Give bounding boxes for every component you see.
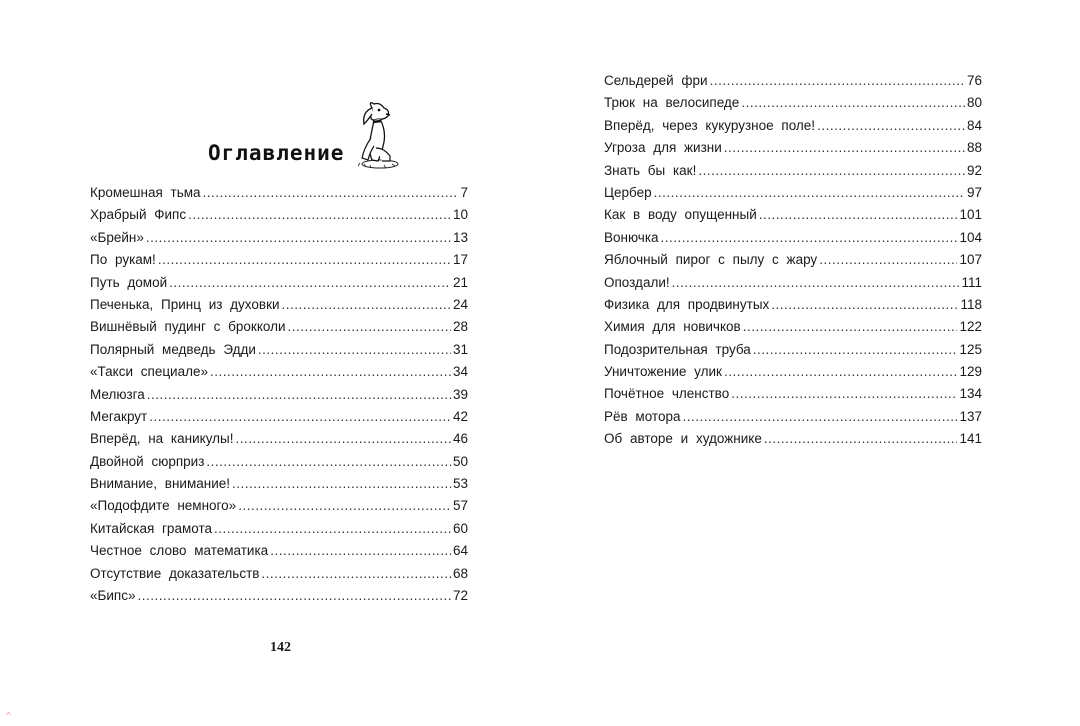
toc-entry-page: 53: [452, 476, 468, 492]
dot-leader: [214, 518, 451, 540]
dot-leader: [282, 294, 451, 316]
toc-entry: [90, 473, 468, 495]
toc-entry: [90, 540, 468, 562]
toc-entry-page: 76: [966, 73, 982, 88]
toc-entry-page: 111: [961, 274, 982, 290]
toc-entry-page: 24: [452, 296, 468, 312]
dot-leader: [759, 204, 958, 226]
corner-mark: ⌃: [4, 711, 14, 723]
toc-entry-page: 42: [452, 408, 468, 424]
dot-leader: [724, 361, 958, 383]
dot-leader: [819, 249, 957, 271]
toc-entry-title: Вперёд, через кукурузное поле!: [604, 117, 816, 133]
toc-entry-page: 141: [959, 431, 982, 447]
toc-entry-title: Внимание, внимание!: [90, 476, 231, 492]
toc-entry-title: Сельдерей фри: [604, 73, 708, 88]
dot-leader: [147, 384, 451, 406]
toc-entry: [90, 294, 468, 316]
toc-entry-page: 88: [966, 140, 982, 156]
toc-entry-title: Уничтожение улик: [604, 364, 722, 380]
toc-entry: [604, 137, 982, 159]
dot-leader: [137, 585, 450, 607]
toc-entry: [604, 272, 982, 294]
toc-entry-title: «Такси специале»: [90, 364, 208, 380]
toc-entry-title: Отсутствие доказательств: [90, 565, 260, 581]
toc-entry-title: «Брейн»: [90, 229, 144, 245]
toc-heading: Оглавление: [208, 141, 345, 165]
toc-entry-page: 57: [452, 498, 468, 514]
page-number: 142: [270, 640, 291, 655]
toc-entry-title: Вперёд, на каникулы!: [90, 431, 234, 447]
dot-leader: [270, 540, 451, 562]
toc-entry: [604, 316, 982, 338]
dot-leader: [261, 563, 451, 585]
toc-entry-page: 17: [452, 252, 468, 268]
dot-leader: [764, 428, 958, 450]
toc-entry: [604, 227, 982, 249]
dot-leader: [206, 451, 451, 473]
toc-entry-title: Об авторе и художнике: [604, 431, 762, 447]
dot-leader: [771, 294, 958, 316]
dot-leader: [661, 227, 958, 249]
toc-entry: [604, 115, 982, 137]
toc-entry: [604, 294, 982, 316]
toc-entry: [604, 361, 982, 383]
toc-entry: [90, 384, 468, 406]
dot-leader: [203, 182, 459, 204]
toc-entry-title: Почётное членство: [604, 386, 730, 402]
dot-leader: [672, 272, 960, 294]
toc-entry: [90, 495, 468, 517]
dot-leader: [753, 339, 958, 361]
toc-entry-page: 10: [452, 207, 468, 223]
toc-entry: [90, 272, 468, 294]
toc-entry-page: 21: [452, 274, 468, 290]
toc-entry-title: Физика для продвинутых: [604, 296, 770, 312]
dot-leader: [741, 92, 965, 114]
dot-leader: [288, 316, 451, 338]
toc-entry-title: Вишнёвый пудинг с брокколи: [90, 319, 286, 335]
toc-entry-page: 68: [452, 565, 468, 581]
toc-entry: [604, 182, 982, 204]
dot-leader: [188, 204, 451, 226]
toc-entry: [604, 339, 982, 361]
toc-entry-title: Трюк на велосипеде: [604, 95, 740, 111]
toc-entry-page: 137: [959, 408, 982, 424]
toc-entry: [90, 585, 468, 607]
toc-entry-title: Китайская грамота: [90, 520, 212, 536]
dot-leader: [710, 70, 965, 92]
toc-entry-title: Полярный медведь Эдди: [90, 341, 256, 357]
toc-entry-title: Опоздали!: [604, 274, 670, 290]
toc-entry-title: Двойной сюрприз: [90, 453, 205, 469]
dot-leader: [817, 115, 965, 137]
toc-list-right: [604, 70, 982, 451]
toc-entry-page: 122: [959, 319, 982, 335]
toc-entry-title: Вонючка: [604, 229, 659, 245]
toc-entry-title: «Бипс»: [90, 588, 136, 604]
dot-leader: [682, 406, 957, 428]
toc-entry-title: По рукам!: [90, 252, 156, 268]
toc-entry-page: 60: [452, 520, 468, 536]
dot-leader: [158, 249, 451, 271]
toc-entry: [604, 383, 982, 405]
toc-entry-page: 50: [452, 453, 468, 469]
toc-entry-title: Угроза для жизни: [604, 140, 722, 156]
dot-leader: [743, 316, 958, 338]
toc-entry: [604, 428, 982, 450]
toc-entry-title: Честное слово математика: [90, 543, 269, 559]
toc-entry-page: 97: [966, 184, 982, 200]
dog-icon: [350, 98, 402, 172]
dot-leader: [210, 361, 451, 383]
toc-entry-page: 92: [966, 162, 982, 178]
toc-entry-page: 84: [966, 117, 982, 133]
toc-entry-page: 104: [959, 229, 982, 245]
toc-entry: [90, 227, 468, 249]
toc-entry-title: Кромешная тьма: [90, 185, 201, 200]
toc-entry-page: 107: [959, 252, 982, 268]
dot-leader: [238, 495, 451, 517]
toc-entry-title: Химия для новичков: [604, 319, 741, 335]
dot-leader: [146, 227, 451, 249]
dot-leader: [149, 406, 451, 428]
toc-entry-title: Цербер: [604, 184, 652, 200]
toc-entry: [90, 563, 468, 585]
toc-entry: [90, 451, 468, 473]
dot-leader: [169, 272, 451, 294]
toc-entry-page: 7: [460, 185, 468, 200]
toc-entry-page: 101: [959, 207, 982, 223]
toc-entry-title: Печенька, Принц из духовки: [90, 296, 280, 312]
toc-entry: [90, 406, 468, 428]
toc-entry: [90, 361, 468, 383]
toc-entry: [604, 92, 982, 114]
dot-leader: [232, 473, 451, 495]
toc-entry: [604, 406, 982, 428]
toc-entry: [604, 160, 982, 182]
toc-entry-title: Яблочный пирог с пылу с жару: [604, 252, 818, 268]
toc-entry-title: Путь домой: [90, 274, 168, 290]
toc-entry-title: «Подофдите немного»: [90, 498, 237, 514]
toc-entry-page: 125: [959, 341, 982, 357]
toc-entry-title: Мелюзга: [90, 386, 145, 402]
toc-entry-page: 80: [966, 95, 982, 111]
dot-leader: [724, 137, 965, 159]
toc-entry-page: 118: [960, 296, 982, 312]
toc-entry: [90, 339, 468, 361]
dot-leader: [654, 182, 965, 204]
toc-entry-page: 64: [452, 543, 468, 559]
dot-leader: [235, 428, 450, 450]
toc-entry: [90, 518, 468, 540]
toc-entry-page: 72: [452, 588, 468, 604]
toc-entry-page: 28: [452, 319, 468, 335]
toc-entry-title: Мегакрут: [90, 408, 148, 424]
toc-entry-title: Подозрительная труба: [604, 341, 751, 357]
toc-entry-page: 13: [452, 229, 468, 245]
toc-entry: [604, 204, 982, 226]
toc-entry: [604, 70, 982, 92]
right-page: [540, 0, 1080, 726]
toc-entry-page: 39: [452, 386, 468, 402]
dot-leader: [731, 383, 957, 405]
toc-entry-title: Знать бы как!: [604, 162, 697, 178]
dot-leader: [698, 160, 965, 182]
toc-entry: [604, 249, 982, 271]
toc-entry-title: Рёв мотора: [604, 408, 681, 424]
toc-entry-title: Храбрый Фипс: [90, 207, 187, 223]
dot-leader: [258, 339, 451, 361]
toc-entry: [90, 249, 468, 271]
toc-entry-page: 129: [959, 364, 982, 380]
toc-entry-page: 46: [452, 431, 468, 447]
toc-entry-page: 134: [959, 386, 982, 402]
toc-entry-page: 34: [452, 364, 468, 380]
toc-list-left: [90, 182, 468, 607]
toc-entry: [90, 316, 468, 338]
toc-entry: [90, 428, 468, 450]
toc-entry-page: 31: [452, 341, 468, 357]
toc-entry-title: Как в воду опущенный: [604, 207, 757, 223]
toc-entry: [90, 204, 468, 226]
toc-entry: [90, 182, 468, 204]
